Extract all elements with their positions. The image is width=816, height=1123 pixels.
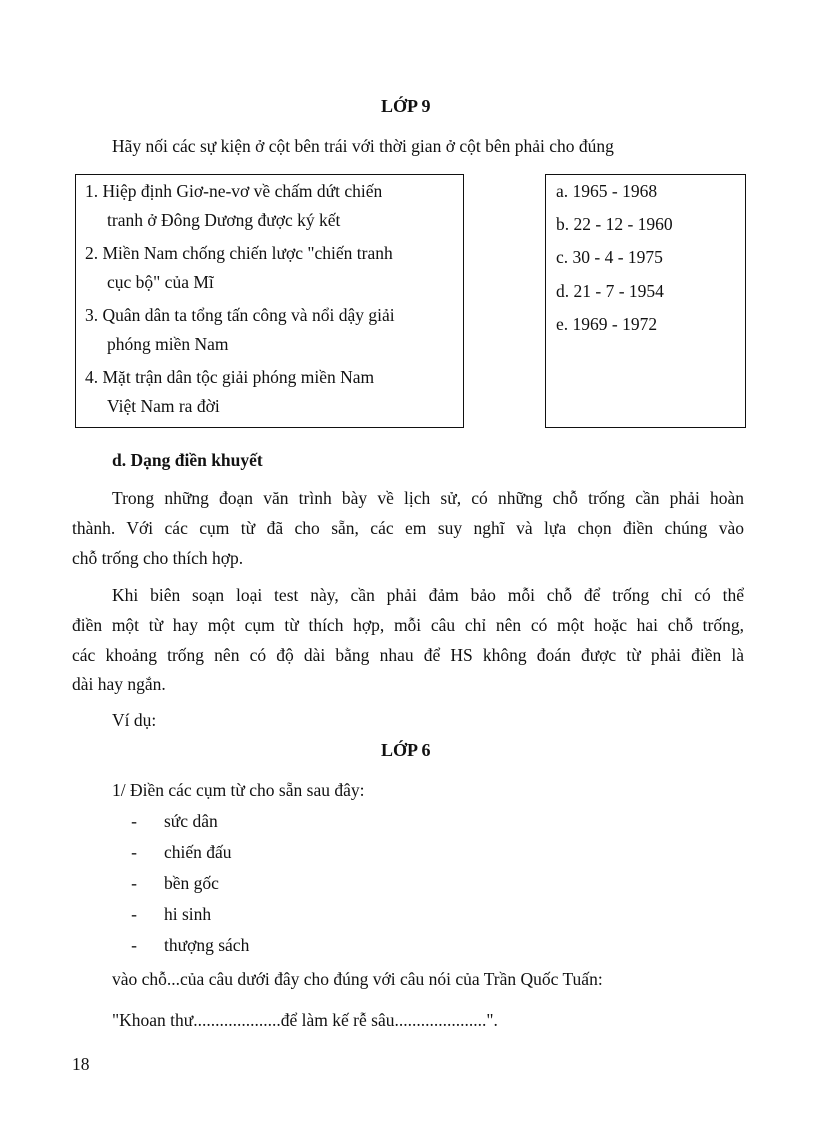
para2-line3: các khoảng trống nên có độ dài bằng nhau để HS không đoán được từ phải điền là: [72, 645, 744, 665]
grade9-heading: LỚP 9: [381, 96, 431, 116]
event-2-line1: 2. Miền Nam chống chiến lược "chiến tranh: [85, 243, 393, 263]
para1-line3: chỗ trống cho thích hợp.: [72, 548, 244, 568]
option-1: sức dân: [164, 811, 218, 831]
event-4-line2: Việt Nam ra đời: [107, 396, 220, 416]
event-2-line2: cục bộ" của Mĩ: [107, 272, 214, 292]
dates-box: [545, 174, 746, 428]
date-d: d. 21 - 7 - 1954: [556, 281, 664, 301]
grade6-heading: LỚP 6: [381, 740, 431, 760]
example-label: Ví dụ:: [112, 710, 157, 730]
para1-line1: Trong những đoạn văn trình bày về lịch sử, có những chỗ trống cần phải hoàn: [112, 488, 744, 508]
event-1-line2: tranh ở Đông Dương được ký kết: [107, 210, 341, 230]
option-2: chiến đấu: [164, 842, 232, 862]
event-4-line1: 4. Mặt trận dân tộc giải phóng miền Nam: [85, 367, 375, 387]
date-c: c. 30 - 4 - 1975: [556, 247, 663, 267]
date-a: a. 1965 - 1968: [556, 181, 658, 201]
event-3-line1: 3. Quân dân ta tổng tấn công và nổi dậy giải: [85, 305, 395, 325]
date-e: e. 1969 - 1972: [556, 314, 658, 334]
para2-line2: điền một từ hay một cụm từ thích hợp, mỗi câu chỉ nên có một hoặc hai chỗ trống,: [72, 615, 744, 635]
quote-text: "Khoan thư....................để làm kế rễ sâu.....................".: [112, 1010, 498, 1030]
page-number: 18: [72, 1054, 90, 1074]
event-3-line2: phóng miền Nam: [107, 334, 229, 354]
option-4: hi sinh: [164, 904, 212, 924]
para1-line2: thành. Với các cụm từ đã cho sẵn, các em suy nghĩ và lựa chọn điền chúng vào: [72, 518, 744, 538]
bullet-dash: -: [131, 811, 137, 831]
bullet-dash: -: [131, 904, 137, 924]
section-d-heading: d. Dạng điền khuyết: [112, 450, 263, 470]
para2-line4: dài hay ngắn.: [72, 674, 166, 694]
para2-line1: Khi biên soạn loại test này, cần phải đảm bảo mỗi chỗ để trống chỉ có thể: [112, 585, 744, 605]
option-5: thượng sách: [164, 935, 250, 955]
bullet-dash: -: [131, 873, 137, 893]
follow-text: vào chỗ...của câu dưới đây cho đúng với câu nói của Trần Quốc Tuấn:: [112, 969, 603, 989]
bullet-dash: -: [131, 935, 137, 955]
events-box: [75, 174, 464, 428]
option-3: bền gốc: [164, 873, 219, 893]
date-b: b. 22 - 12 - 1960: [556, 214, 673, 234]
grade6-question: 1/ Điền các cụm từ cho sẵn sau đây:: [112, 780, 365, 800]
bullet-dash: -: [131, 842, 137, 862]
event-1-line1: 1. Hiệp định Giơ-ne-vơ về chấm dứt chiến: [85, 181, 383, 201]
grade9-instruction: Hãy nối các sự kiện ở cột bên trái với thời gian ở cột bên phải cho đúng: [112, 136, 614, 156]
